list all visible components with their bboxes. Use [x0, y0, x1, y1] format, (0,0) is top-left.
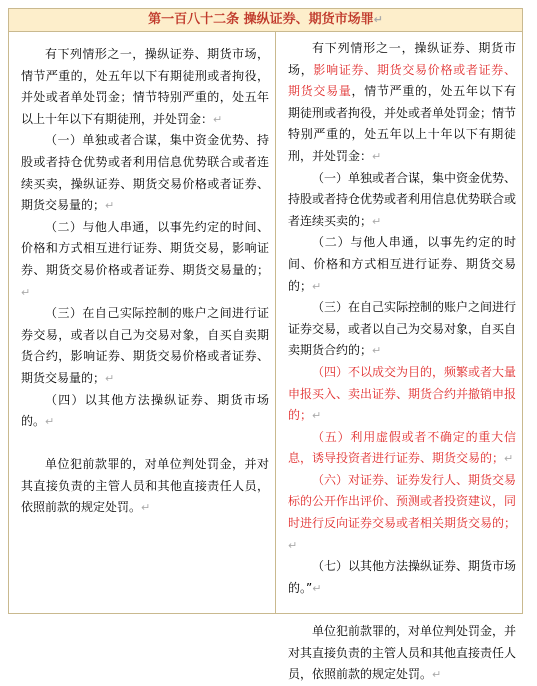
paragraph-mark: ↵ — [312, 581, 322, 595]
right-item-4: （四）不以成交为目的，频繁或者大量申报买入、卖出证券、期货合约并撤销申报的；↵ — [288, 364, 517, 423]
right-item-3: （三）在自己实际控制的账户之间进行证券交易，或者以自己为交易对象，自买自卖期货合约的；↵ — [288, 300, 517, 358]
paragraph-mark: ↵ — [504, 452, 514, 466]
paragraph-mark: ↵ — [45, 415, 55, 429]
left-item-2: （二）与他人串通，以事先约定的时间、价格和方式相互进行证券、期货交易，影响证券、期货交易价格或者证券、期货交易量的；↵ — [21, 219, 269, 299]
left-item-1: （一）单独或者合谋，集中资金优势、持股或者持仓优势或者利用信息优势联合或者连续买卖，操纵证券、期货交易价格或者证券、期货交易量的；↵ — [21, 133, 269, 213]
left-unit-clause: 单位犯前款罪的，对单位判处罚金，并对其直接负责的主管人员和其他直接责任人员，依照前款的规定处罚。↵ — [21, 457, 269, 515]
paragraph-mark: ↵ — [141, 501, 151, 515]
right-item-7: （七）以其他方法操纵证券、期货市场的。”↵ — [288, 559, 517, 595]
paragraph-mark: ↵ — [372, 149, 382, 163]
left-intro: 有下列情形之一，操纵证券、期货市场，情节严重的，处五年以下有期徒刑或者拘役，并处或者单处罚金；情节特别严重的，处五年以上十年以下有期徒刑，并处罚金：↵ — [21, 47, 269, 126]
comparison-table — [8, 8, 523, 682]
paragraph-mark: ↵ — [312, 279, 322, 293]
right-unit-clause: 单位犯前款罪的，对单位判处罚金，并对其直接负责的主管人员和其他直接责任人员，依照前款的规定处罚。↵ — [288, 624, 517, 682]
paragraph-mark: ↵ — [432, 668, 442, 682]
paragraph-mark: ↵ — [312, 409, 322, 423]
right-item-1: （一）单独或者合谋，集中资金优势、持股或者持仓优势或者利用信息优势联合或者连续买卖的；↵ — [288, 170, 517, 228]
paragraph-mark: ↵ — [372, 344, 382, 358]
right-item-5: （五）利用虚假或者不确定的重大信息，诱导投资者进行证券、期货交易的；↵ — [288, 429, 516, 466]
paragraph-mark: ↵ — [105, 199, 115, 213]
paragraph-mark: ↵ — [373, 13, 383, 26]
table-body — [9, 32, 522, 682]
left-item-3: （三）在自己实际控制的账户之间进行证券交易，或者以自己为交易对象，自买自卖期货合约，影响证券、期货交易价格或者证券、期货交易量的；↵ — [21, 306, 269, 385]
right-intro: 有下列情形之一，操纵证券、期货市场，影响证券、期货交易价格或者证券、期货交易量，情节严重的，处五年以下有期徒刑或者拘役，并处或者单处罚金；情节特别严重的，处五年以上十年以下有期徒刑，并处罚金：↵ — [288, 41, 517, 163]
original-text-column — [9, 32, 276, 613]
paragraph-mark: ↵ — [372, 214, 382, 228]
amended-highlight: 影响证券、期货交易价格或者证券、期货交易量 — [288, 62, 516, 99]
left-item-4: （四）以其他方法操纵证券、期货市场的。↵ — [21, 392, 269, 429]
right-item-2: （二）与他人串通，以事先约定的时间、价格和方式相互进行证券、期货交易的；↵ — [288, 235, 516, 293]
right-item-6: （六）对证券、证券发行人、期货交易标的公开作出评价、预测或者投资建议，同时进行反向证券交易或者相关期货交易的；↵ — [288, 472, 517, 552]
amended-text-column — [276, 32, 522, 682]
paragraph-mark: ↵ — [105, 371, 115, 385]
paragraph-mark: ↵ — [21, 285, 31, 299]
paragraph-mark: ↵ — [213, 112, 223, 126]
paragraph-mark: ↵ — [288, 538, 298, 552]
article-title: 第一百八十二条 操纵证券、期货市场罪↵ — [9, 9, 522, 32]
